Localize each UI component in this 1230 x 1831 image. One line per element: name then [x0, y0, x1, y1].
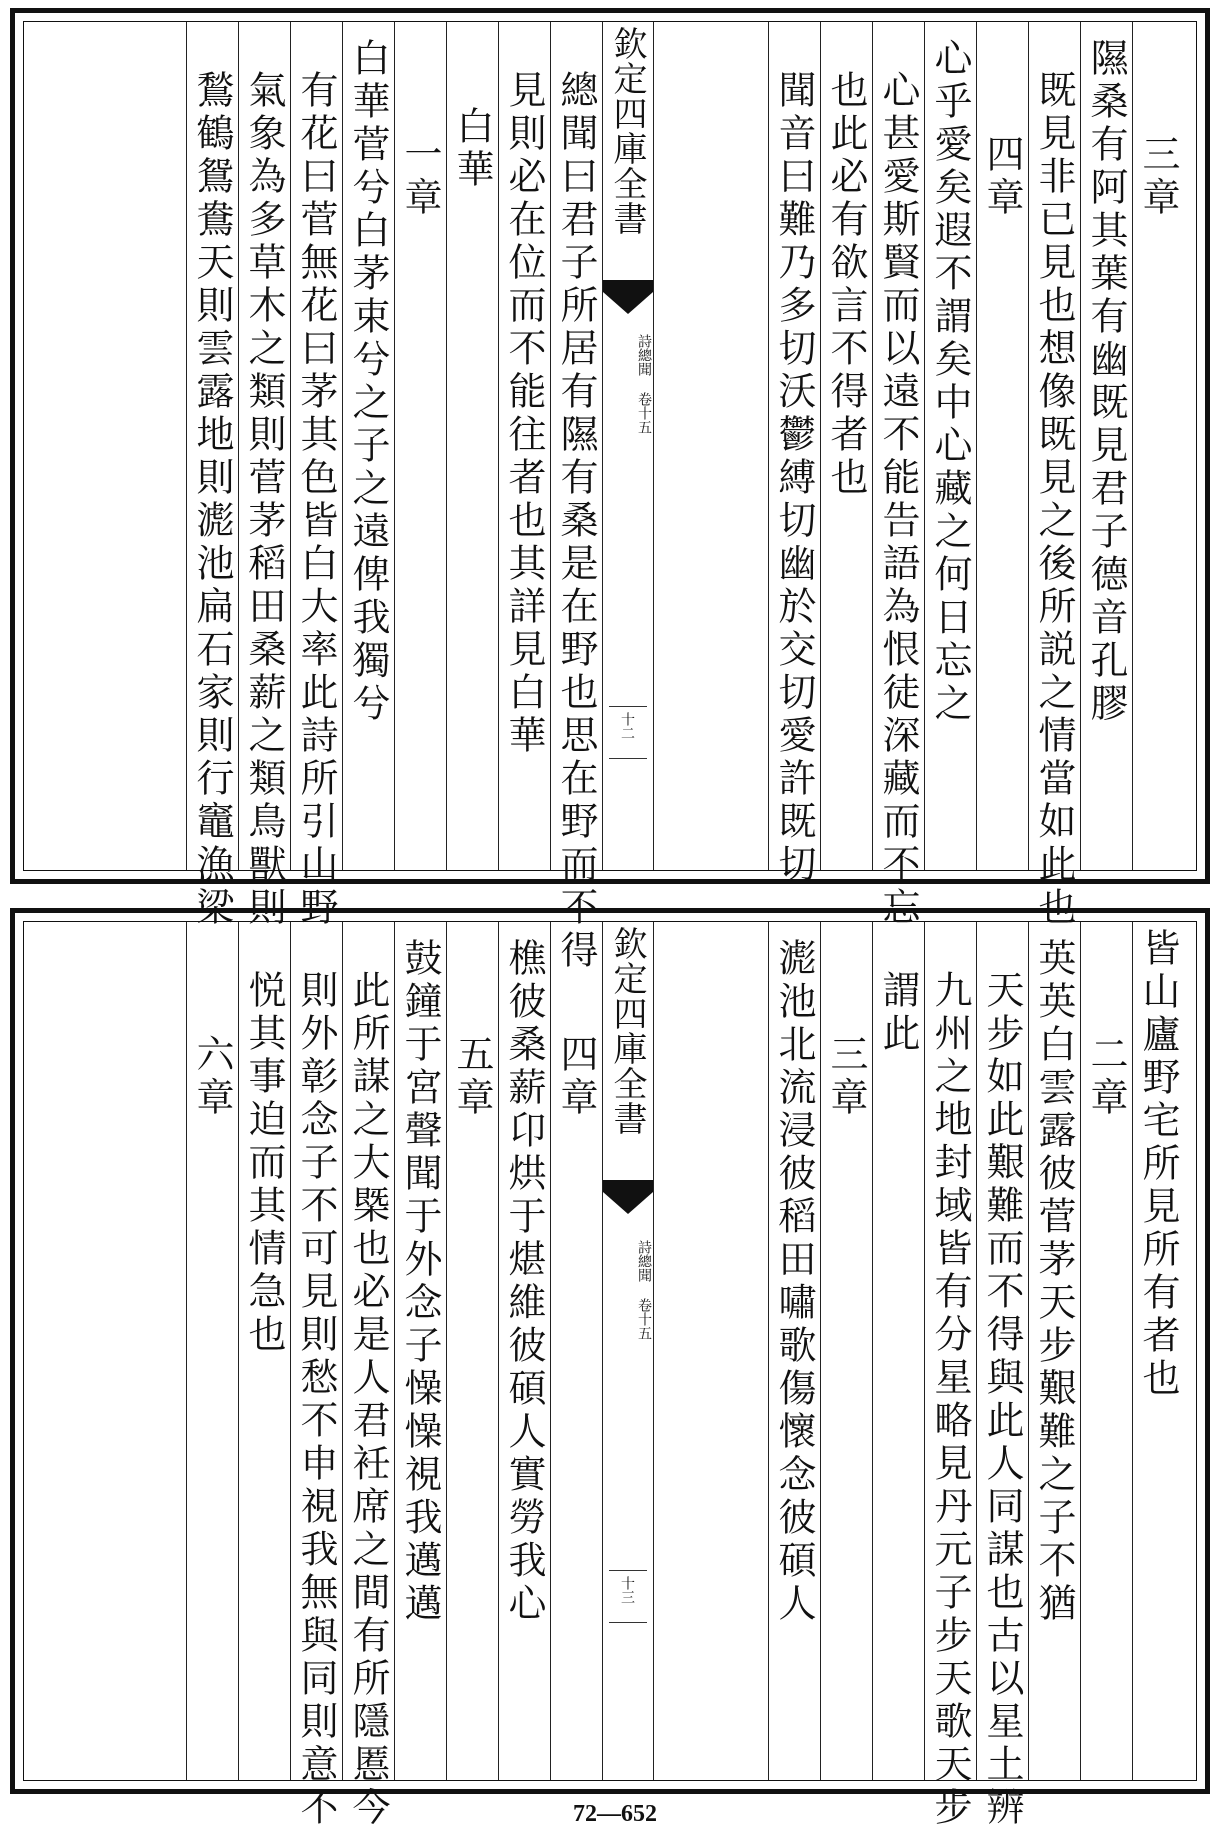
text-column [446, 922, 498, 1780]
fish-tail-mark-upper [603, 1180, 653, 1218]
text-column [1080, 22, 1132, 870]
commentary-text: 也此必有欲言不得者也 [824, 70, 868, 500]
verse-text: 滮池北流浸彼稻田嘯歌傷懷念彼碩人 [772, 938, 816, 1626]
center-rule [609, 1622, 647, 1623]
commentary-text: 鶖鶴鴛鴦天則雲露地則滮池扁石家則行竈漁梁 [190, 70, 234, 930]
verse-text: 鼓鐘于宮聲聞于外念子懆懆視我邁邁 [398, 938, 442, 1626]
verse-text: 白華菅兮白茅束兮之子之遠俾我獨兮 [346, 38, 390, 726]
folio-number: 十三 [619, 1576, 635, 1604]
folio-number: 十二 [619, 712, 635, 740]
verse-text: 心乎愛矣遐不謂矣中心藏之何日忘之 [928, 38, 972, 726]
commentary-text: 有花曰菅無花曰茅其色皆白大率此詩所引山野 [294, 70, 338, 930]
poem-title: 白華 [450, 106, 494, 192]
center-rule [609, 758, 647, 759]
chapter-heading: 四章 [554, 1034, 598, 1120]
text-column [498, 22, 550, 870]
text-column [872, 22, 924, 930]
book-title: 欽定四庫全書 [607, 926, 647, 1136]
text-column [342, 922, 394, 1830]
commentary-text: 皆山廬野宅所見所有者也 [1136, 928, 1180, 1401]
chapter-heading: 二章 [1084, 1034, 1128, 1120]
top-page-frame [23, 21, 1197, 973]
text-column [550, 22, 602, 973]
commentary-text: 心甚愛斯賢而以遠不能告語為恨徒深藏而不忘 [876, 70, 920, 930]
commentary-text: 天步如此艱難而不得與此人同謀也古以星土辨 [980, 970, 1024, 1830]
commentary-text: 總聞曰君子所居有隰有桑是在野也思在野而不得 [554, 70, 598, 973]
text-column [924, 922, 976, 1830]
text-column [238, 22, 290, 930]
commentary-text: 既見非已見也想像既見之後所説之情當如此也 [1032, 70, 1076, 930]
chapter-heading: 四章 [980, 134, 1024, 220]
text-column [394, 22, 446, 870]
text-column [1080, 922, 1132, 1780]
verse-text: 英英白雲露彼菅茅天步艱難之子不猶 [1032, 938, 1076, 1626]
text-column [290, 22, 342, 930]
page-number-footer: 72—652 [573, 1801, 657, 1827]
text-column [872, 922, 924, 1780]
chapter-heading: 三章 [1136, 134, 1180, 220]
text-column [1028, 922, 1080, 1780]
text-column [186, 22, 238, 930]
commentary-text: 謂此 [876, 970, 920, 1056]
commentary-text: 則外彰念子不可見則愁不申視我無與同則意不 [294, 970, 338, 1830]
text-column [1132, 922, 1184, 1780]
text-column [550, 922, 602, 1780]
text-column [976, 922, 1028, 1830]
page-info: 詩總聞 卷十五 [636, 334, 652, 434]
chapter-heading: 六章 [190, 1034, 234, 1120]
commentary-text: 聞音曰難乃多切沃鬱縛切幽於交切愛許既切 [772, 70, 816, 887]
text-column [976, 22, 1028, 870]
chapter-heading: 五章 [450, 1034, 494, 1120]
text-column [498, 922, 550, 1780]
text-column [186, 922, 238, 1780]
text-column [1132, 22, 1184, 870]
commentary-text: 見則必在位而不能往者也其詳見白華 [502, 70, 546, 758]
text-column [768, 922, 820, 1780]
fish-tail-mark-upper [603, 280, 653, 318]
center-fold [602, 922, 654, 1780]
commentary-text: 氣象為多草木之類則菅茅稻田桑薪之類鳥獸則 [242, 70, 286, 930]
verse-text: 隰桑有阿其葉有幽既見君子德音孔膠 [1084, 38, 1128, 726]
text-column [446, 22, 498, 870]
text-column [238, 922, 290, 1780]
chapter-heading: 三章 [824, 1034, 868, 1120]
text-column [1028, 22, 1080, 930]
text-column [768, 22, 820, 887]
text-column [820, 922, 872, 1780]
center-fold [602, 22, 654, 870]
text-column [394, 922, 446, 1780]
text-column [924, 22, 976, 870]
text-column [290, 922, 342, 1830]
commentary-text: 九州之地封域皆有分星略見丹元子步天歌天步 [928, 970, 972, 1830]
page-info: 詩總聞 卷十五 [636, 1240, 652, 1340]
verse-text: 樵彼桑薪卬烘于煁維彼碩人實勞我心 [502, 938, 546, 1626]
center-rule [609, 1570, 647, 1571]
top-page [10, 8, 1210, 973]
text-column [342, 22, 394, 870]
chapter-heading: 一章 [398, 134, 442, 220]
text-column [820, 22, 872, 870]
book-title: 欽定四庫全書 [607, 26, 647, 236]
center-rule [609, 706, 647, 707]
commentary-text: 此所謀之大槩也必是人君衽席之間有所隱慝今 [346, 970, 390, 1830]
commentary-text: 悦其事迫而其情急也 [242, 970, 286, 1357]
